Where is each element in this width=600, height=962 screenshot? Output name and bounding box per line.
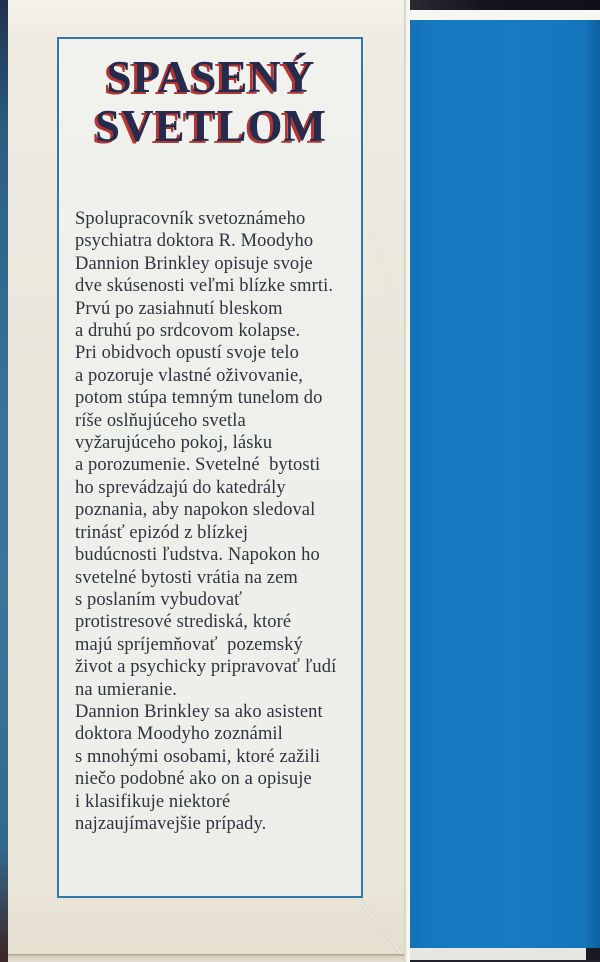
annotation-text-line: najzaujímavejšie prípady. [75, 813, 267, 834]
annotation-text-line: Prvú po zasiahnutí bleskom [75, 298, 283, 319]
page-bottom-edge [8, 954, 404, 962]
annotation-text-line: ríše oslňujúceho svetla [75, 410, 246, 431]
annotation-text-line: potom stúpa temným tunelom do [75, 388, 323, 409]
annotation-text-line: poznania, aby napokon sledoval [75, 500, 316, 521]
annotation-text-line: a druhú po srdcovom kolapse. [75, 321, 301, 342]
annotation-text-line: i klasifikuje niektoré [75, 791, 231, 812]
annotation-text-line: vyžarujúceho pokoj, lásku [75, 433, 273, 454]
book-title-line-1: SPASENÝ [106, 52, 316, 102]
annotation-text [75, 208, 361, 835]
jacket-blue-area [410, 20, 600, 948]
annotation-text-line: majú spríjemňovať pozemský [75, 634, 303, 655]
annotation-text-line: s mnohými osobami, ktoré zažili [75, 746, 321, 767]
annotation-text-line: na umieranie. [75, 679, 177, 700]
annotation-text-line: Pri obidvoch opustí svoje telo [75, 343, 299, 364]
page-crease-mark [369, 226, 397, 300]
annotation-text-line: a pozoruje vlastné oživovanie, [75, 365, 303, 386]
annotation-text-line: Dannion Brinkley opisuje svoje [75, 253, 313, 274]
annotation-text-line: ho sprevádzajú do katedrály [75, 477, 286, 498]
annotation-text-line: psychiatra doktora R. Moodyho [75, 231, 314, 252]
blue-jacket-panel [410, 0, 600, 962]
annotation-box [57, 37, 363, 898]
annotation-text-line: doktora Moodyho zoznámil [75, 724, 283, 745]
annotation-text-line: svetelné bytosti vrátia na zem [75, 567, 298, 588]
annotation-text-line: dve skúsenosti veľmi blízke smrti. [75, 276, 334, 297]
book-title-line-2: SVETLOM [94, 101, 328, 151]
annotation-text-line: život a psychicky pripravovať ľudí [75, 657, 337, 678]
jacket-top-white-edge [410, 10, 600, 20]
annotation-text-line: protistresové strediská, ktoré [75, 612, 292, 633]
annotation-text-line: budúcnosti ľudstva. Napokon ho [75, 545, 320, 566]
jacket-top-dark-edge [410, 0, 600, 10]
annotation-text-line: s poslaním vybudovať [75, 589, 243, 610]
spine-edge-strip [0, 0, 8, 962]
book-title [75, 53, 361, 151]
annotation-text-line: niečo podobné ako on a opisuje [75, 769, 312, 790]
annotation-text-line: a porozumenie. Svetelné bytosti [75, 455, 321, 476]
annotation-text-line: Spolupracovník svetoznámeho [75, 209, 306, 229]
annotation-text-line: trinásť epizód z blízkej [75, 522, 249, 543]
jacket-bottom-white-edge [410, 948, 600, 960]
jacket-bottom-dark-corner [586, 948, 600, 960]
annotation-text-line: Dannion Brinkley sa ako asistent [75, 701, 323, 722]
